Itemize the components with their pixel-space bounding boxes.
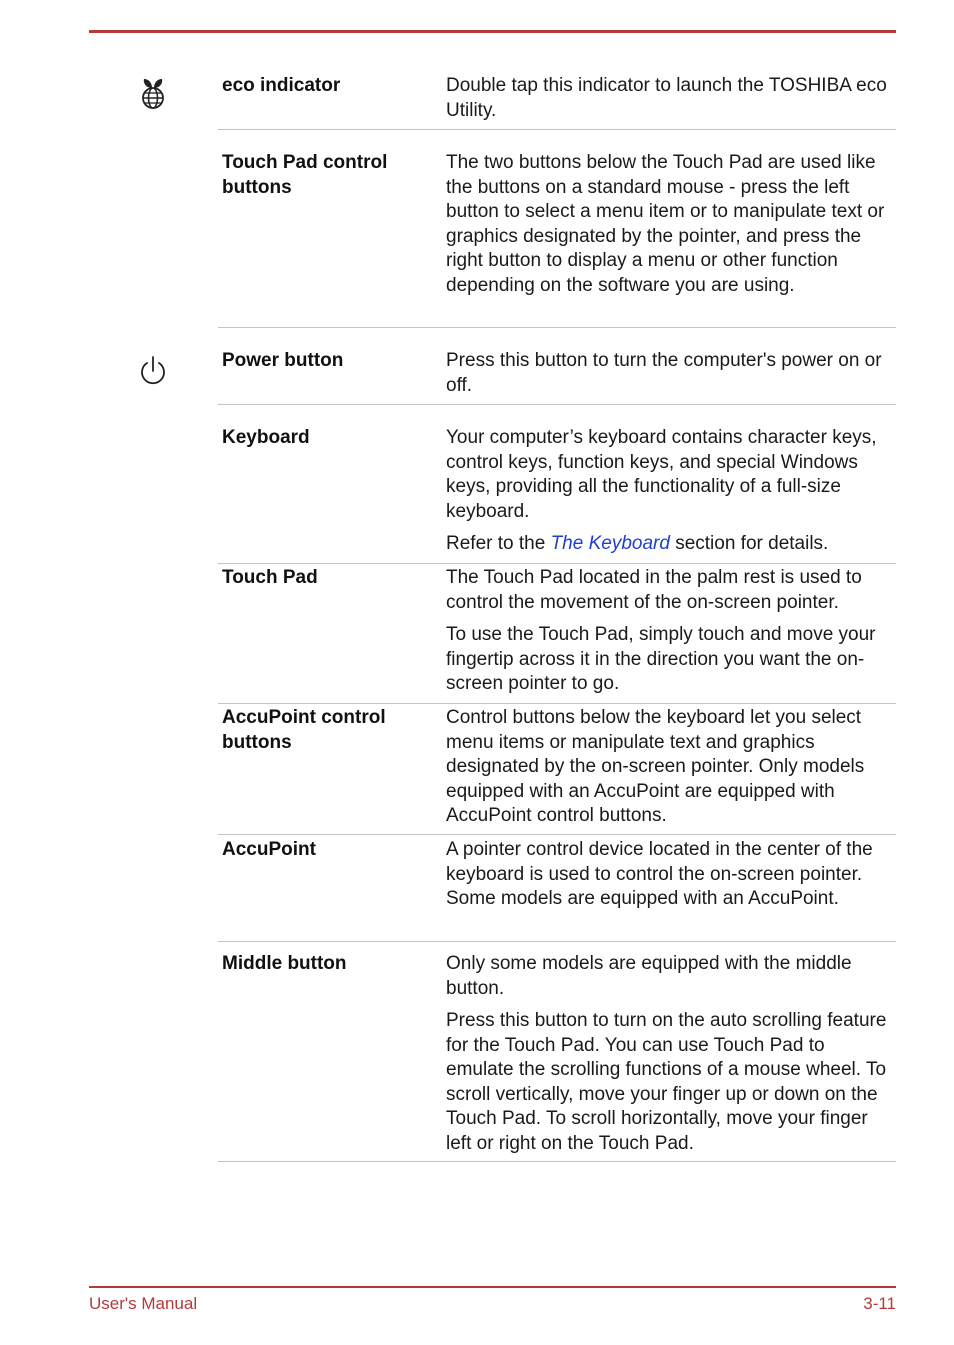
desc-touch-pad	[446, 566, 894, 697]
refer-after-text: section for details.	[669, 533, 829, 554]
desc-keyboard	[446, 426, 894, 557]
row-divider	[218, 129, 896, 130]
power-icon	[136, 354, 170, 388]
desc-paragraph: The two buttons below the Touch Pad are used like the buttons on a standard mouse - press the left button to select a menu item or to manipulate text or graphics designated by the pointer, and press the right button to display a menu or other function depending on the software you are using.	[446, 152, 885, 296]
footer-manual-title: User's Manual	[89, 1294, 198, 1313]
desc-paragraph: Your computer’s keyboard contains character keys, control keys, function keys, and special Windows keys, providing all the functionality of a full-size keyboard.	[446, 427, 877, 522]
row-divider	[218, 563, 896, 564]
desc-accupoint	[446, 838, 894, 912]
term-accupoint-control-buttons: AccuPoint control buttons	[222, 707, 386, 753]
desc-paragraph: The Touch Pad located in the palm rest is used to control the movement of the on-screen pointer.	[446, 567, 862, 613]
desc-touch-pad-control-buttons	[446, 151, 894, 298]
keyboard-section-link[interactable]: The Keyboard	[550, 533, 670, 554]
footer-rule	[89, 1286, 896, 1288]
refer-before-text: Refer to the	[446, 533, 551, 554]
term-middle-button: Middle button	[222, 953, 347, 974]
term-keyboard: Keyboard	[222, 427, 310, 448]
desc-paragraph: To use the Touch Pad, simply touch and move your fingertip across it in the direction you want the on-screen pointer to go.	[446, 624, 876, 694]
header-rule	[89, 30, 896, 33]
footer-page-number: 3-11	[863, 1294, 896, 1313]
desc-paragraph: Press this button to turn the computer's power on or off.	[446, 350, 882, 396]
row-divider	[218, 404, 896, 405]
row-divider	[218, 941, 896, 942]
desc-paragraph: A pointer control device located in the center of the keyboard is used to control the on-screen pointer. Some models are equipped with an AccuPoint.	[446, 839, 873, 909]
desc-power-button	[446, 349, 894, 398]
eco-leaf-globe-icon	[136, 76, 170, 110]
row-divider	[218, 327, 896, 328]
desc-middle-button	[446, 952, 894, 1156]
term-eco-indicator: eco indicator	[222, 75, 341, 96]
desc-accupoint-control-buttons	[446, 706, 894, 829]
desc-paragraph: Only some models are equipped with the middle button.	[446, 953, 852, 999]
desc-paragraph: Press this button to turn on the auto scrolling feature for the Touch Pad. You can use Touch Pad to emulate the scrolling functions of a mouse wheel. To scroll vertically, move your finger up or down on the Touch Pad. To scroll horizontally, move your finger left or right on the Touch Pad.	[446, 1010, 887, 1154]
refer-paragraph	[446, 532, 894, 557]
term-touch-pad-control-buttons: Touch Pad control buttons	[222, 152, 388, 198]
term-accupoint: AccuPoint	[222, 839, 316, 860]
term-touch-pad: Touch Pad	[222, 567, 318, 588]
term-power-button: Power button	[222, 350, 344, 371]
row-divider	[218, 703, 896, 704]
desc-paragraph: Control buttons below the keyboard let you select menu items or manipulate text and graphics designated by the on-screen pointer. Only models equipped with an AccuPoint are equipped with AccuPoint control buttons.	[446, 707, 865, 826]
desc-eco-indicator	[446, 74, 894, 123]
desc-paragraph: Double tap this indicator to launch the TOSHIBA eco Utility.	[446, 75, 887, 121]
row-divider	[218, 834, 896, 835]
row-divider	[218, 1161, 896, 1162]
